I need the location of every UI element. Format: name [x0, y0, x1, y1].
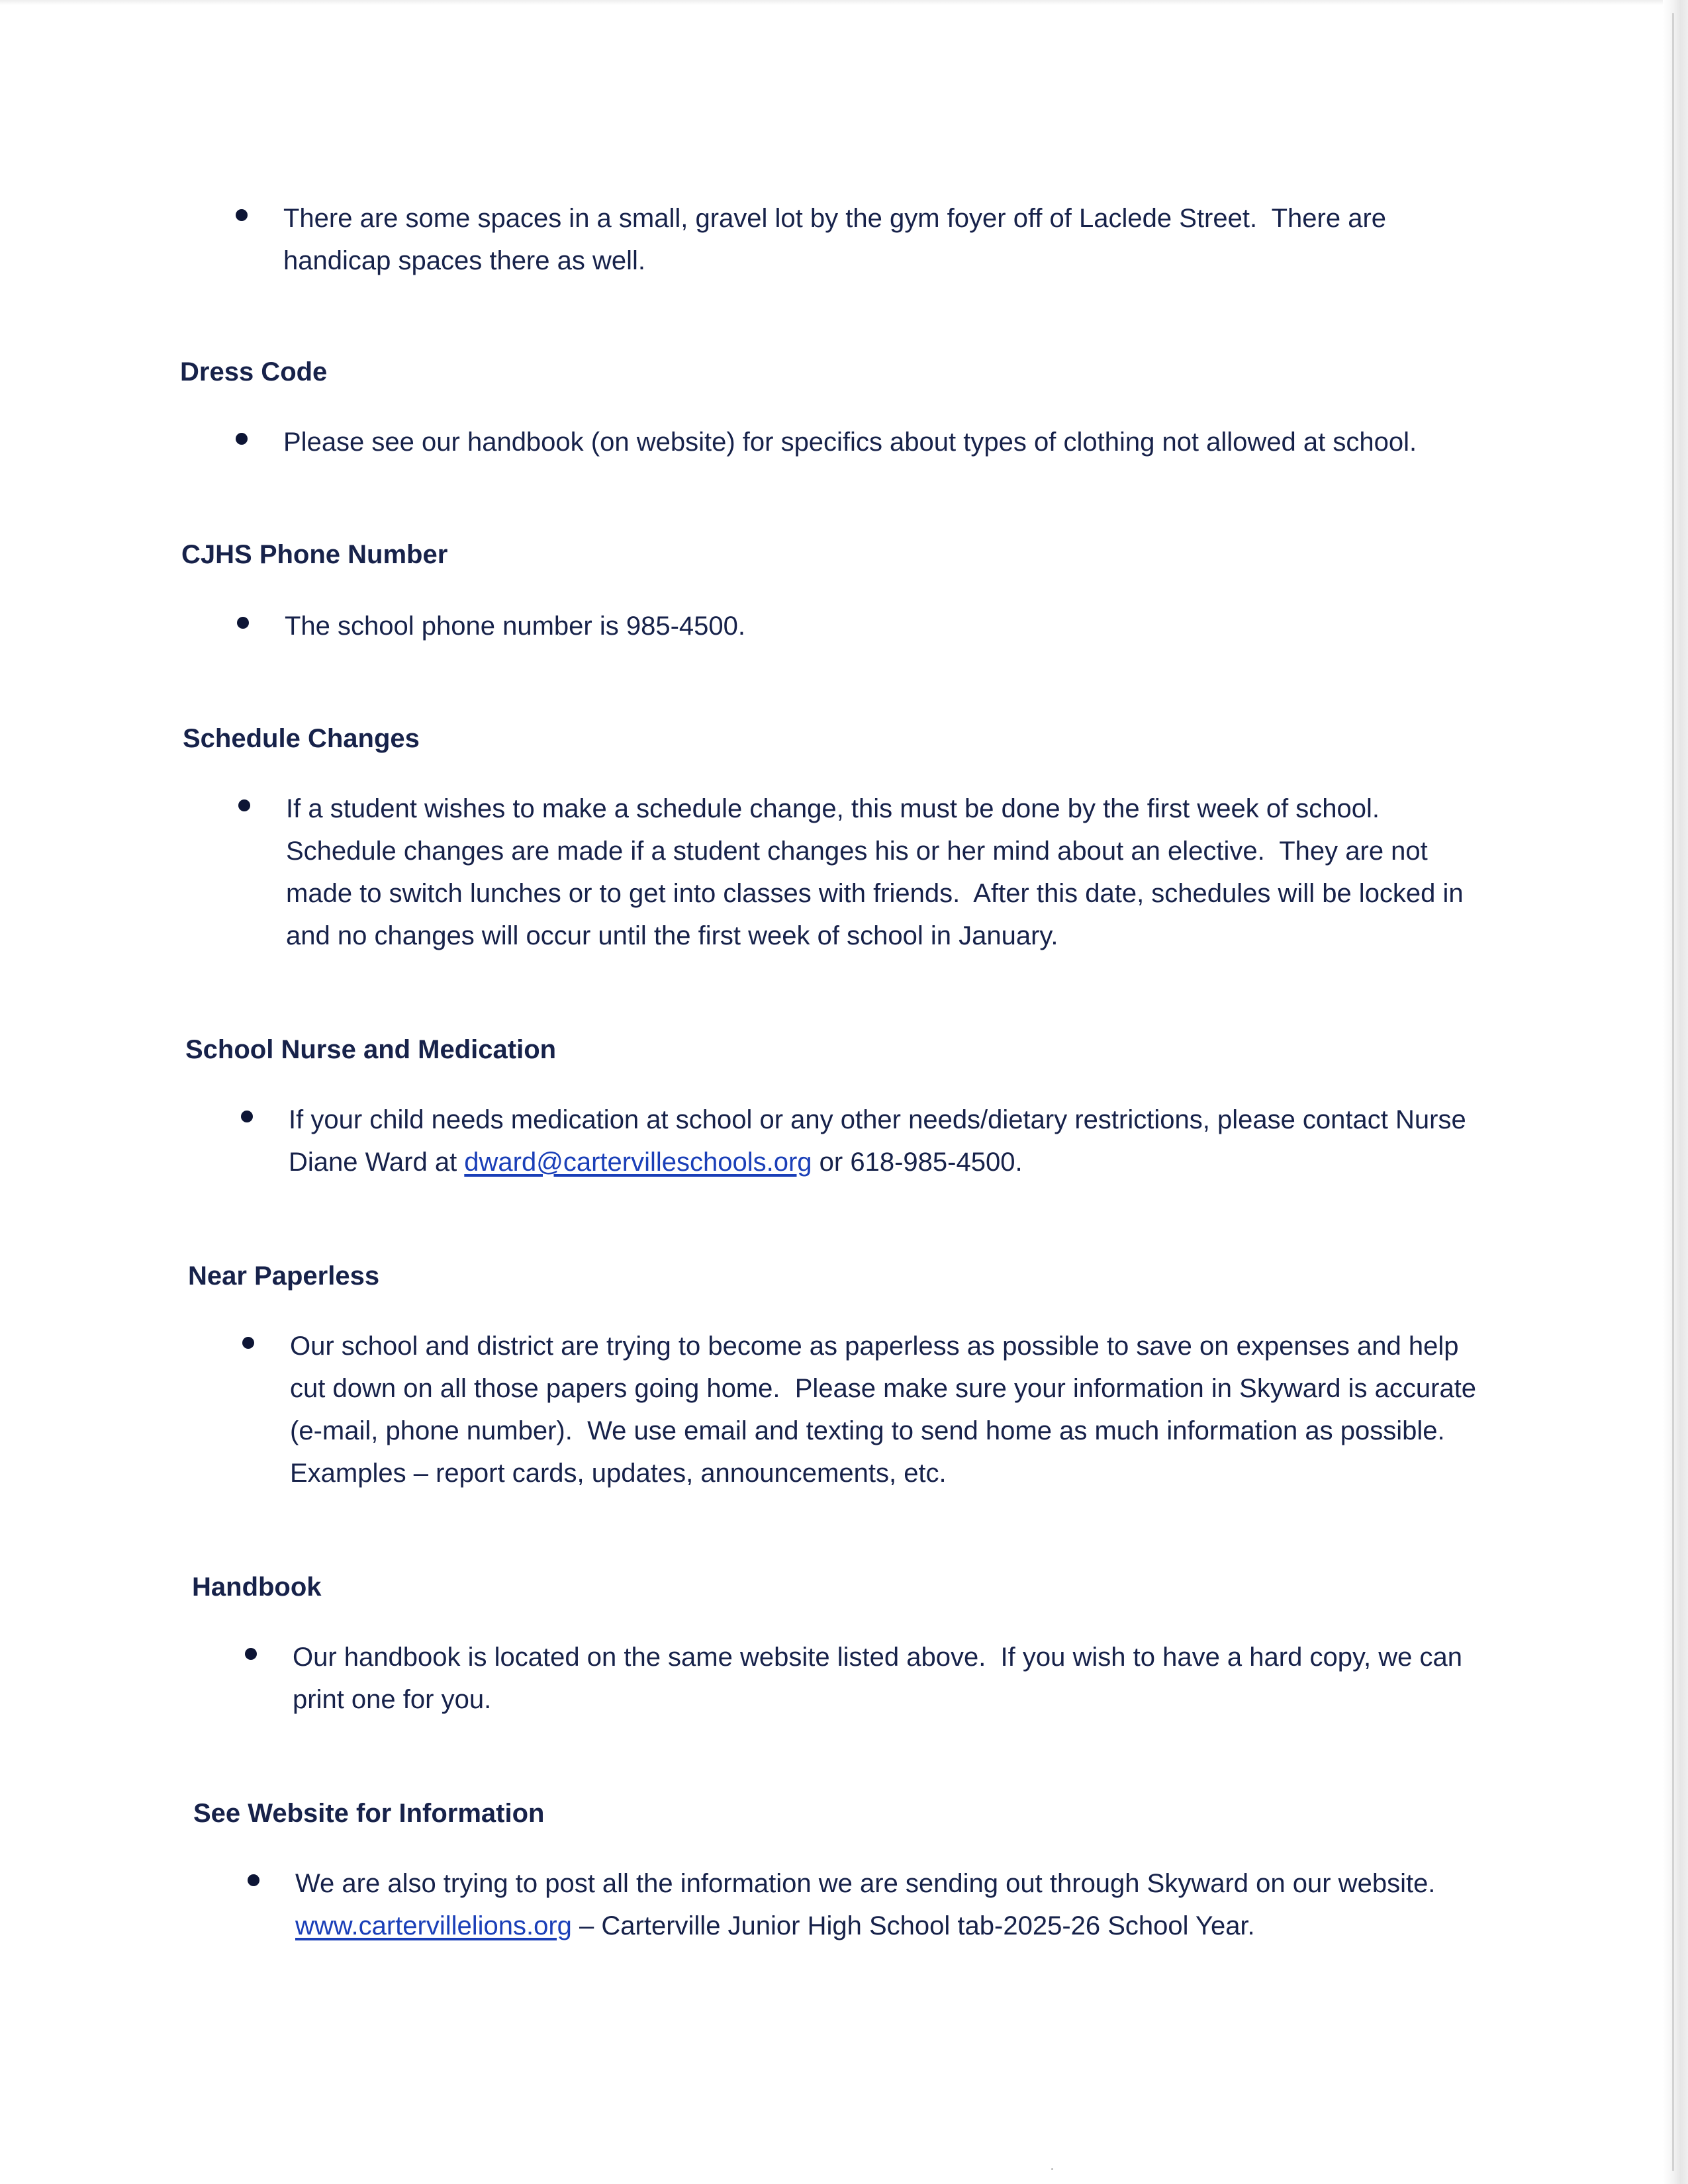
phone-bullet-item [237, 605, 1489, 647]
nurse-email-link[interactable]: dward@cartervilleschools.org [464, 1148, 812, 1177]
handbook-bullet-item [245, 1636, 1497, 1721]
scan-right-edge [1663, 0, 1688, 2184]
schedule-heading: Schedule Changes [183, 724, 420, 753]
parking-bullet-item [236, 197, 1488, 282]
nurse-text-after: or 618-985-4500. [812, 1148, 1023, 1177]
website-bullet-item [248, 1862, 1500, 1947]
paperless-bullet-text: Our school and district are trying to become as paperless as possible to save on expenses and help cut down on all those papers going home. Please make sure your information in Skyward is accurate (e-mail, phone number). We use email and texting to send home as much information as possible. Examples – report cards, updates, announcements, etc. [290, 1332, 1484, 1488]
website-heading: See Website for Information [193, 1799, 545, 1828]
website-text-after: – Carterville Junior High School tab-2025-26 School Year. [571, 1911, 1255, 1940]
dress-code-bullet-item [236, 421, 1541, 463]
nurse-heading: School Nurse and Medication [185, 1035, 557, 1064]
nurse-bullet-item [241, 1099, 1493, 1183]
paperless-bullet-item [242, 1325, 1495, 1494]
bullet-icon [236, 433, 248, 445]
bullet-icon [238, 799, 250, 811]
dress-code-heading: Dress Code [180, 357, 328, 387]
website-bullet-text [295, 1862, 1500, 1947]
parking-bullet-text: There are some spaces in a small, gravel lot by the gym foyer off of Laclede Street. There are handicap spaces there as well. [283, 204, 1394, 275]
bullet-icon [237, 617, 249, 629]
bullet-icon [242, 1337, 254, 1349]
schedule-bullet-text: If a student wishes to make a schedule change, this must be done by the first week of school. Schedule changes are made if a student changes his or her mind about an elective. They are not made to switch lunches or to get into classes with friends. After this date, schedules will be locked in and no changes will occur until the first week of school in January. [286, 794, 1471, 950]
bullet-icon [236, 209, 248, 221]
schedule-bullet-item [238, 788, 1491, 957]
bullet-icon [241, 1111, 253, 1122]
phone-heading: CJHS Phone Number [181, 540, 448, 569]
handbook-bullet-text: Our handbook is located on the same website listed above. If you wish to have a hard copy, we can print one for you. [293, 1643, 1470, 1714]
website-link[interactable]: www.cartervillelions.org [295, 1911, 572, 1940]
paperless-heading: Near Paperless [188, 1261, 380, 1291]
website-text-before: We are also trying to post all the information we are sending out through Skyward on our website. [295, 1869, 1450, 1898]
dress-code-bullet-text: Please see our handbook (on website) for specifics about types of clothing not allowed at school. [283, 428, 1417, 457]
bullet-icon [245, 1648, 257, 1660]
phone-bullet-text: The school phone number is 985-4500. [285, 612, 746, 641]
scan-speck [1051, 2168, 1053, 2170]
nurse-bullet-text [289, 1099, 1493, 1183]
nurse-text-before: If your child needs medication at school or any other needs/dietary restrictions, please contact Nurse Diane Ward at [289, 1105, 1474, 1177]
scan-top-shadow [0, 0, 1663, 5]
bullet-icon [248, 1874, 259, 1886]
handbook-heading: Handbook [192, 1572, 322, 1602]
